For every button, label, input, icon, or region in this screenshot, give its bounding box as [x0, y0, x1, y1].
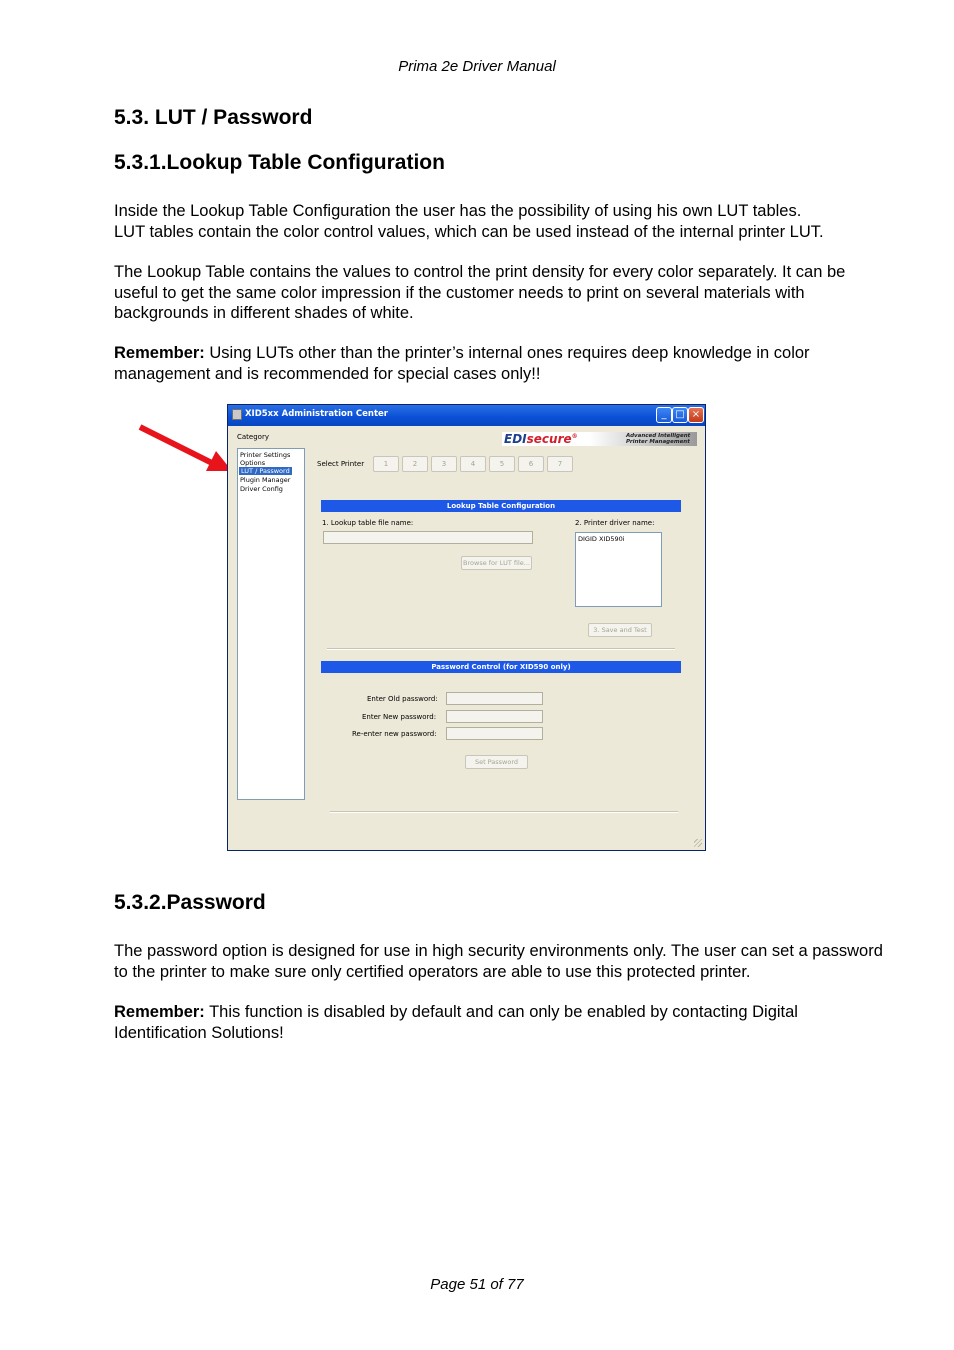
lut-file-label: 1. Lookup table file name: — [322, 519, 414, 527]
lut-section-header: Lookup Table Configuration — [321, 500, 681, 512]
minimize-button[interactable]: _ — [656, 407, 672, 423]
printer-button-4[interactable]: 4 — [460, 456, 486, 472]
category-list[interactable] — [237, 448, 305, 800]
paragraph-password-description: The password option is designed for use in high security environments only. The user can set a password to the printer to make sure only certified operators are able to use this protected printer. — [114, 942, 883, 981]
category-item-printer-settings[interactable]: Printer Settings — [240, 451, 291, 459]
running-header: Prima 2e Driver Manual — [398, 58, 556, 75]
category-item-lut-password[interactable]: LUT / Password — [241, 467, 290, 475]
divider-bottom — [330, 811, 678, 813]
paragraph-remember-lut — [114, 343, 884, 384]
select-printer-label: Select Printer — [317, 460, 365, 468]
category-item-plugin-manager[interactable]: Plugin Manager — [240, 476, 291, 484]
reenter-password-input[interactable] — [446, 727, 543, 740]
driver-name-label: 2. Printer driver name: — [575, 519, 655, 527]
edisecure-logo — [502, 432, 697, 446]
remember-text-2: This function is disabled by default and can only be enabled by contacting Digital Identification Solutions! — [114, 1003, 798, 1042]
subsection-heading-lut: 5.3.1.Lookup Table Configuration — [114, 151, 445, 174]
printer-button-5[interactable]: 5 — [489, 456, 515, 472]
admin-center-window — [227, 404, 706, 851]
subsection-heading-password: 5.3.2.Password — [114, 891, 266, 914]
remember-text: Using LUTs other than the printer’s internal ones requires deep knowledge in color management and is recommended for special cases only!! — [114, 344, 810, 383]
paragraph-lut-description: The Lookup Table contains the values to control the print density for every color separately. It can be useful to get the same color impression if the customer needs to print on several materials with backgrounds in different shades of white. — [114, 263, 846, 322]
maximize-button[interactable]: □ — [672, 407, 688, 423]
driver-name-list[interactable] — [575, 532, 662, 607]
printer-button-7[interactable]: 7 — [547, 456, 573, 472]
paragraph-intro-line2: LUT tables contain the color control values, which can be used instead of the internal printer LUT. — [114, 222, 824, 241]
password-section-header: Password Control (for XID590 only) — [321, 661, 681, 673]
driver-list-item[interactable]: DIGID XID590i — [578, 535, 625, 543]
printer-button-2[interactable]: 2 — [402, 456, 428, 472]
resize-grip-icon[interactable] — [694, 839, 702, 847]
printer-button-3[interactable]: 3 — [431, 456, 457, 472]
lut-file-input[interactable] — [323, 531, 533, 544]
remember-label-2: Remember: — [114, 1003, 205, 1021]
remember-label: Remember: — [114, 344, 205, 362]
reenter-password-label: Re-enter new password: — [352, 730, 437, 738]
new-password-input[interactable] — [446, 710, 543, 723]
logo-tagline: Advanced Intelligent Printer Management — [626, 433, 691, 445]
printer-button-1[interactable]: 1 — [373, 456, 399, 472]
save-and-test-button[interactable]: 3. Save and Test — [588, 623, 652, 637]
window-title: XID5xx Administration Center — [245, 409, 388, 419]
printer-button-6[interactable]: 6 — [518, 456, 544, 472]
printer-icon — [232, 409, 242, 420]
set-password-button[interactable]: Set Password — [465, 755, 528, 769]
red-arrow-icon — [136, 423, 236, 475]
browse-lut-button[interactable]: Browse for LUT file... — [461, 556, 532, 570]
close-button[interactable]: × — [688, 407, 704, 423]
old-password-input[interactable] — [446, 692, 543, 705]
paragraph-intro — [114, 201, 884, 242]
old-password-label: Enter Old password: — [367, 695, 438, 703]
paragraph-intro-line1: Inside the Lookup Table Configuration the user has the possibility of using his own LUT tables. — [114, 202, 802, 220]
new-password-label: Enter New password: — [362, 713, 437, 721]
category-item-driver-config[interactable]: Driver Config — [240, 485, 283, 493]
category-label: Category — [237, 433, 269, 441]
section-heading: 5.3. LUT / Password — [114, 106, 313, 129]
logo-wordmark: EDIsecure® — [504, 432, 578, 446]
window-titlebar — [228, 405, 705, 426]
paragraph-remember-password — [114, 1002, 884, 1043]
divider — [327, 648, 675, 650]
category-item-options[interactable]: Options — [240, 459, 266, 467]
page-number: Page 51 of 77 — [430, 1276, 524, 1293]
